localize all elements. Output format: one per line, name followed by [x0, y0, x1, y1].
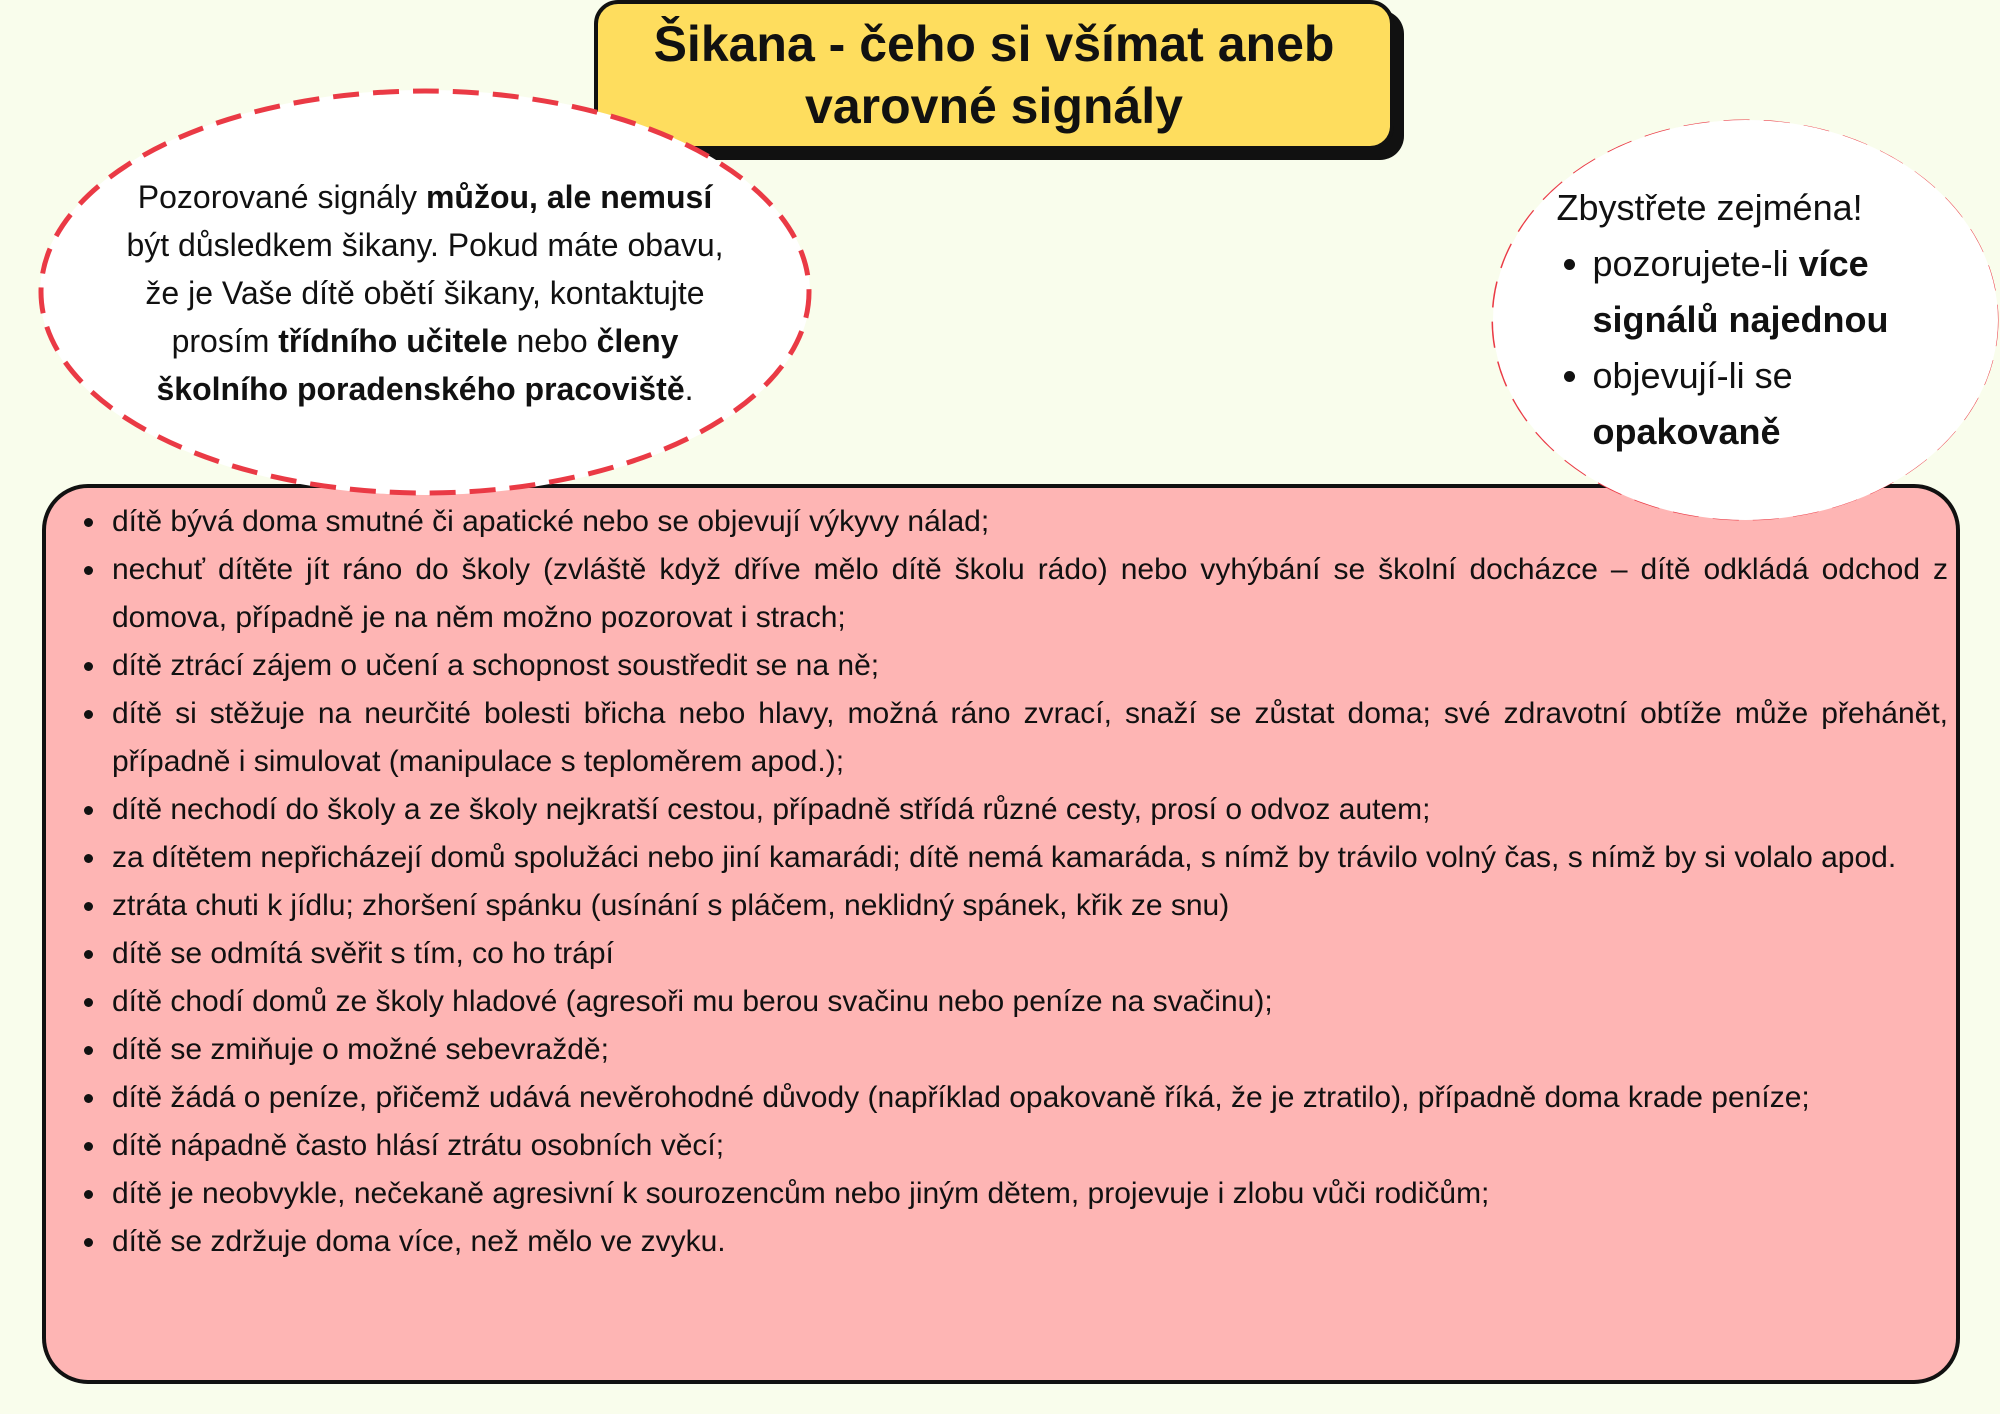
signal-item: • dítě je neobvykle, nečekaně agresivní k sourozencům nebo jiným dětem, projevuje i zlobu vůči rodičům;	[108, 1170, 1948, 1218]
signal-item: • dítě nechodí do školy a ze školy nejkratší cestou, případně střídá různé cesty, prosí o odvoz autem;	[108, 786, 1948, 834]
title-line-2: varovné signály	[805, 78, 1183, 134]
attention-item-text: objevují-li se	[1592, 355, 1793, 396]
attention-item-bold: více signálů najednou	[1592, 243, 1889, 340]
signal-item: • dítě chodí domů ze školy hladové (agresoři mu berou svačinu nebo peníze na svačinu);	[108, 978, 1948, 1026]
note-text-part: nebo	[507, 322, 597, 359]
attention-item-bold: opakovaně	[1592, 411, 1781, 452]
signal-item: • za dítětem nepřicházejí domů spolužáci nebo jiní kamarádi; dítě nemá kamaráda, s nímž by trávilo volný čas, s nímž by si volalo apod.	[108, 834, 1948, 882]
signal-item: • dítě se zmiňuje o možné sebevraždě;	[108, 1026, 1948, 1074]
signal-item: • dítě nápadně často hlásí ztrátu osobních věcí;	[108, 1122, 1948, 1170]
title-line-1: Šikana - čeho si všímat aneb	[653, 16, 1335, 72]
page-title	[594, 0, 1394, 150]
note-text-part: .	[684, 370, 694, 407]
attention-ellipse	[1493, 120, 1998, 520]
signal-item: • dítě žádá o peníze, přičemž udává nevěrohodné důvody (například opakovaně říká, že je ztratilo), případně doma krade peníze;	[108, 1074, 1948, 1122]
signal-item: • dítě se zdržuje doma více, než mělo ve zvyku.	[108, 1218, 1948, 1266]
note-text-part: být důsledkem šikany. Pokud máte obavu, že je Vaše dítě obětí šikany, kontaktujte prosím	[126, 226, 724, 359]
signal-item: • dítě ztrácí zájem o učení a schopnost soustředit se na ně;	[108, 642, 1948, 690]
note-bold-class-teacher: třídního učitele	[278, 322, 508, 359]
signals-list	[68, 498, 1948, 1266]
attention-item	[1593, 236, 1947, 348]
signal-item: • dítě si stěžuje na neurčité bolesti břicha nebo hlavy, možná ráno zvrací, snaží se zůstat doma; své zdravotní obtíže může přehánět, případně i simulovat (manipulace s teploměrem apod.);	[108, 690, 1948, 786]
note-text-part: Pozorované signály	[137, 178, 426, 215]
note-ellipse	[40, 90, 810, 495]
signal-item: • ztráta chuti k jídlu; zhoršení spánku (usínání s pláčem, neklidný spánek, křik ze snu)	[108, 882, 1948, 930]
note-bold-may-not: můžou, ale nemusí	[425, 178, 713, 215]
attention-content	[1557, 180, 1947, 460]
attention-item-text: pozorujete-li	[1592, 243, 1799, 284]
signal-item: • dítě se odmítá svěřit s tím, co ho trápí	[108, 930, 1948, 978]
attention-list	[1557, 236, 1947, 460]
note-text	[125, 173, 725, 413]
signal-item: • nechuť dítěte jít ráno do školy (zvláště když dříve mělo dítě školu rádo) nebo vyhýbání se školní docházce – dítě odkládá odchod z domova, případně je na něm možno pozorovat i strach;	[108, 546, 1948, 642]
note-bold-counseling-staff: členy školního poradenského pracoviště	[156, 322, 685, 407]
attention-item	[1593, 348, 1947, 460]
signal-item: • dítě bývá doma smutné či apatické nebo se objevují výkyvy nálad;	[108, 498, 1948, 546]
attention-heading: Zbystřete zejména!	[1556, 187, 1863, 228]
